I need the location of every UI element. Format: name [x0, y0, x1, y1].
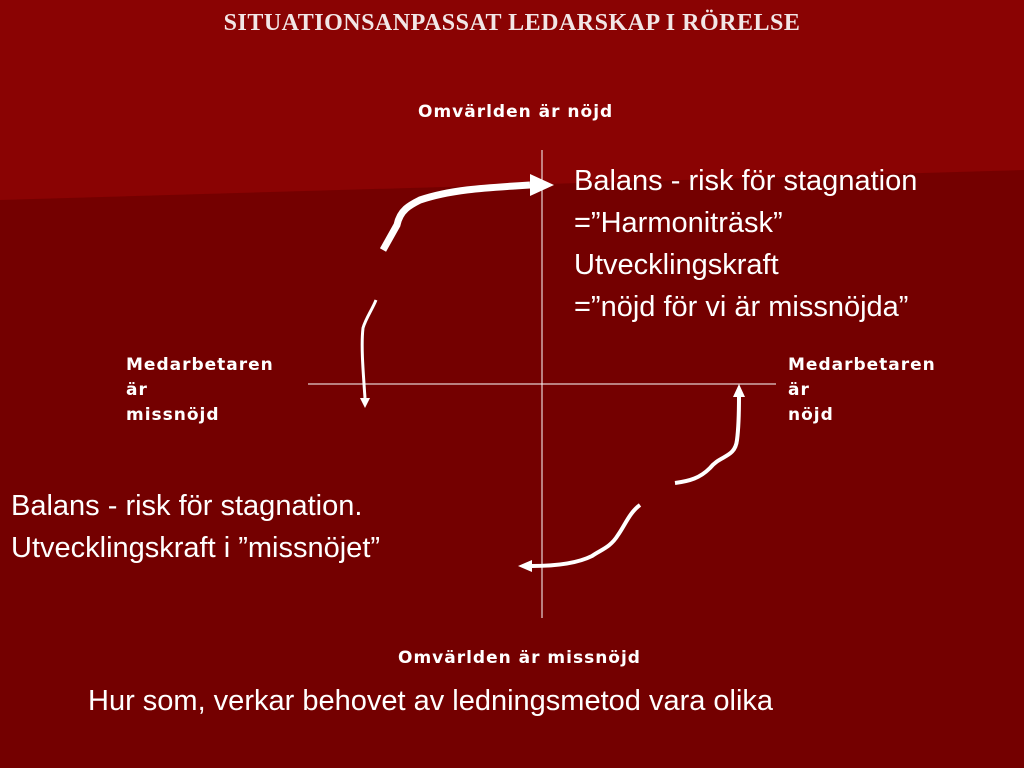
footer-text: Hur som, verkar behovet av ledningsmetod vara olika — [88, 685, 774, 717]
page-title: SITUATIONSANPASSAT LEDARSKAP I RÖRELSE — [223, 10, 801, 36]
arrow-top-left-curve — [383, 185, 530, 250]
arrow-bottom-left-curve — [532, 505, 640, 566]
arrow-left-down-curve — [362, 300, 376, 398]
axis-label-left-line: missnöjd — [126, 405, 220, 425]
arrow-right-up-curve — [675, 396, 739, 483]
quadrant-text-line: Utvecklingskraft — [574, 249, 779, 281]
axis-label-top: Omvärlden är nöjd — [418, 102, 614, 122]
arrow-left-down-head — [360, 398, 370, 408]
axis-label-right-line: är — [788, 380, 810, 400]
quadrant-text-lower-left — [11, 485, 380, 569]
axis-label-right-line: nöjd — [788, 405, 834, 425]
quadrant-text-line: =”Harmoniträsk” — [574, 207, 783, 239]
axis-label-left-line: Medarbetaren — [126, 355, 274, 375]
axis-label-right-line: Medarbetaren — [788, 355, 936, 375]
arrow-right-up-head — [733, 384, 745, 397]
arrow-bottom-left-head — [518, 560, 532, 572]
quadrant-text-line: Balans - risk för stagnation. — [11, 490, 363, 522]
quadrant-text-line: Balans - risk för stagnation — [574, 165, 918, 197]
axis-label-bottom: Omvärlden är missnöjd — [398, 648, 641, 668]
quadrant-text-line: =”nöjd för vi är missnöjda” — [574, 291, 909, 323]
quadrant-text-top-right — [574, 160, 917, 328]
quadrant-text-line: Utvecklingskraft i ”missnöjet” — [11, 532, 381, 564]
axis-label-left-line: är — [126, 380, 148, 400]
